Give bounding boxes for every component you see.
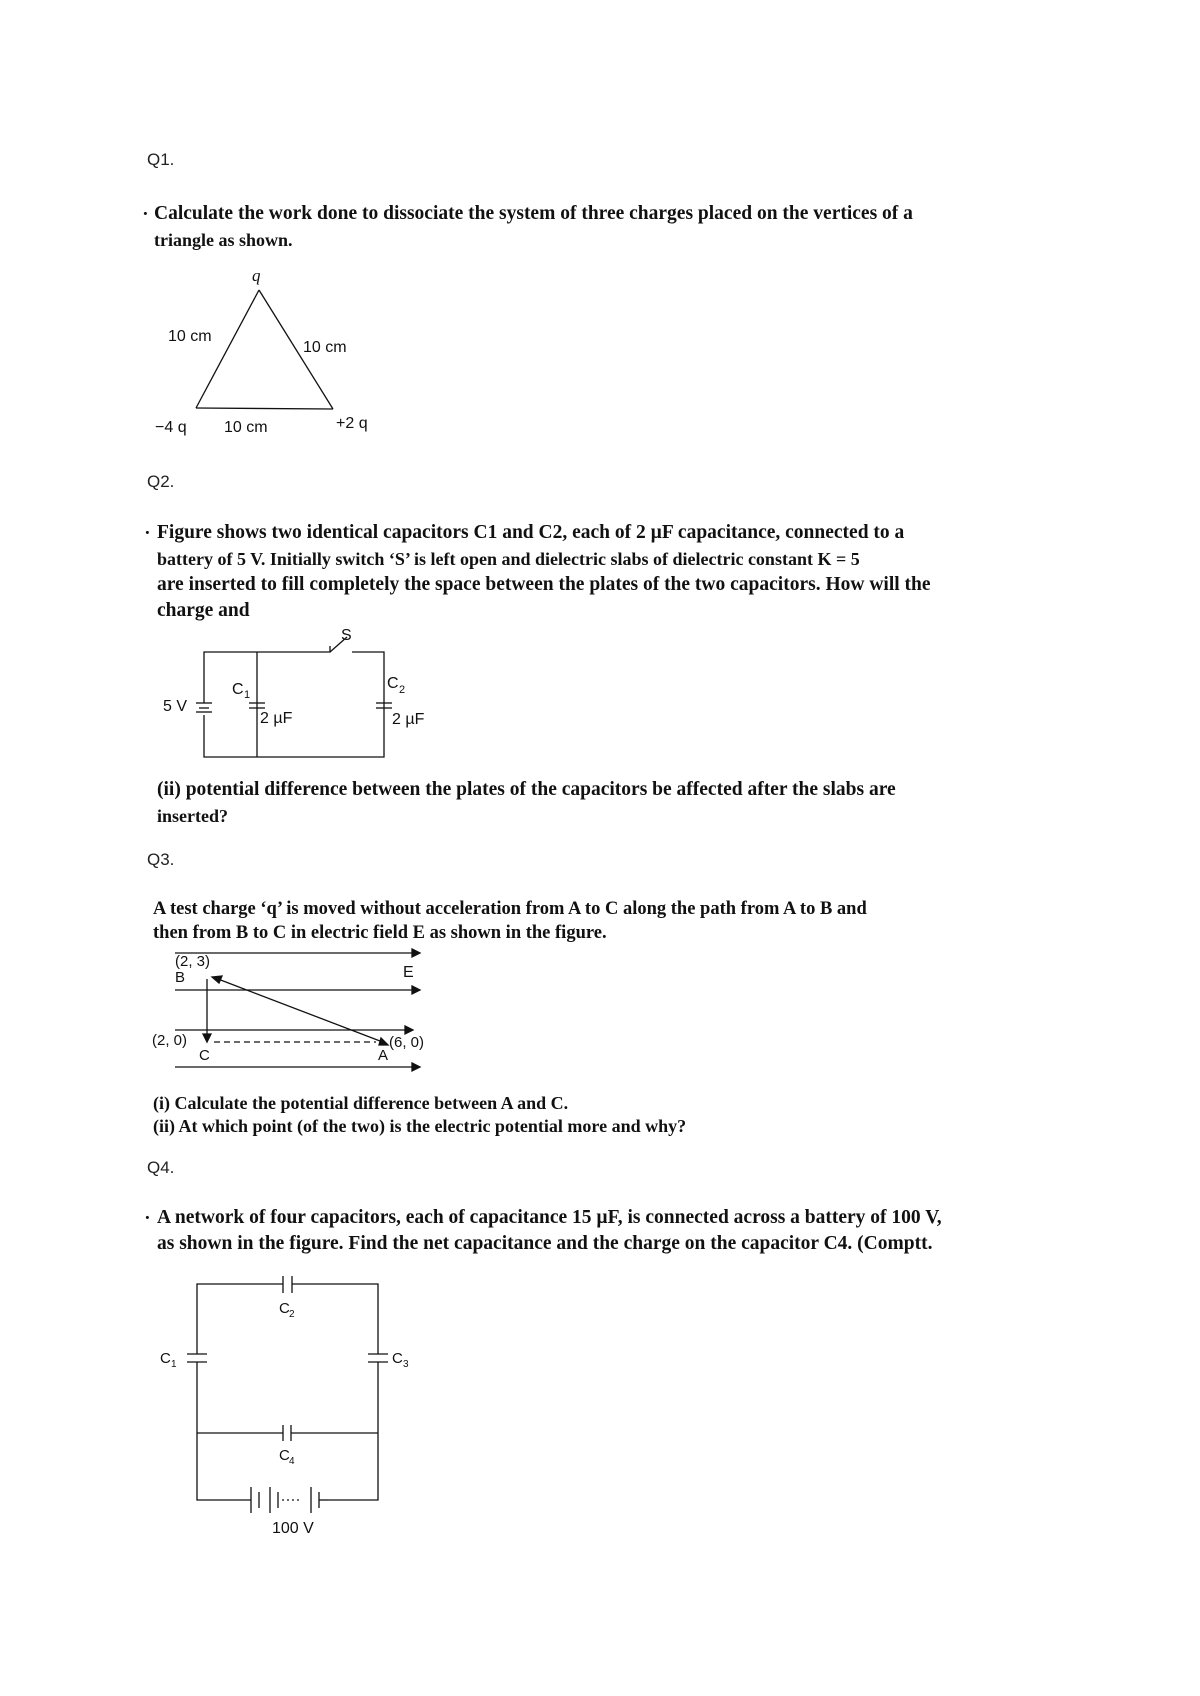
bullet-dot: . [143, 199, 148, 220]
q4-c1-label: C [160, 1350, 171, 1367]
q4-c2-label: C [279, 1300, 290, 1317]
question-2-label: Q2. [147, 472, 175, 491]
left-side-label: 10 cm [168, 328, 212, 345]
question-4-line-2: as shown in the figure. Find the net capacitance and the charge on the capacitor C4. (Comptt. [157, 1233, 933, 1254]
question-4-label: Q4. [147, 1158, 175, 1177]
q4-c4-subscript: 4 [289, 1456, 295, 1467]
question-4-line-1: A network of four capacitors, each of capacitance 15 µF, is connected across a battery of 100 V, [157, 1207, 942, 1228]
wire-top-left [197, 1284, 283, 1354]
arrowhead-down-c [203, 1034, 211, 1042]
battery-label: 5 V [163, 698, 188, 715]
wire-left-top [204, 646, 330, 703]
c2-value: 2 µF [392, 711, 425, 728]
question-1-line-2: triangle as shown. [154, 230, 293, 250]
top-charge-label: q [252, 266, 261, 285]
bullet-dot: . [145, 518, 150, 539]
question-2-part-ii-line-2: inserted? [157, 806, 228, 826]
q2-circuit [196, 637, 392, 757]
q4-c3-subscript: 3 [403, 1359, 409, 1370]
right-charge-label: +2 q [336, 415, 368, 432]
wire-right [204, 652, 384, 757]
field-arrowhead-1 [412, 949, 420, 957]
question-2-line-1: Figure shows two identical capacitors C1 and C2, each of 2 µF capacitance, connected to a [157, 522, 905, 543]
wire-left-lower [197, 1362, 251, 1500]
c-coord-label: (2, 0) [152, 1032, 188, 1049]
arrowhead-a [379, 1038, 388, 1045]
right-side-label: 10 cm [303, 339, 347, 356]
c1-label: C [232, 681, 244, 698]
field-arrowhead-3 [405, 1026, 413, 1034]
switch-label: S [341, 627, 352, 644]
question-1-line-1: Calculate the work done to dissociate the system of three charges placed on the vertices of a [154, 203, 913, 224]
c1-subscript: 1 [244, 689, 251, 701]
bullet-dot: . [145, 1203, 150, 1224]
question-2-part-ii-line-1: (ii) potential difference between the plates of the capacitors be affected after the slabs are [157, 779, 896, 800]
field-arrowhead-4 [412, 1063, 420, 1071]
b-point-label: B [175, 969, 186, 986]
question-2-line-4: charge and [157, 600, 250, 621]
triangle-base [196, 408, 333, 409]
left-charge-label: −4 q [155, 419, 187, 436]
c-point-label: C [199, 1047, 210, 1064]
b-coord-label: (2, 3) [175, 953, 211, 970]
field-label: E [403, 964, 414, 981]
c1-value: 2 µF [260, 710, 293, 727]
q4-c3-label: C [392, 1350, 403, 1367]
arrowhead-b [212, 976, 222, 983]
question-3-label: Q3. [147, 850, 175, 869]
a-coord-label: (6, 0) [389, 1034, 425, 1051]
c2-label: C [387, 675, 399, 692]
question-3-line-1: A test charge ‘q’ is moved without acceleration from A to C along the path from A to B and [153, 899, 867, 919]
question-1-label: Q1. [147, 150, 175, 169]
question-3-part-ii: (ii) At which point (of the two) is the electric potential more and why? [153, 1116, 687, 1136]
question-3-part-i: (i) Calculate the potential difference between A and C. [153, 1093, 569, 1113]
question-3-line-2: then from B to C in electric field E as shown in the figure. [153, 923, 607, 943]
wire-right-lower [328, 1362, 378, 1500]
bottom-side-label: 10 cm [224, 419, 268, 436]
q4-c2-subscript: 2 [289, 1309, 295, 1320]
q4-c1-subscript: 1 [171, 1359, 177, 1370]
question-2-line-3: are inserted to fill completely the space between the plates of the two capacitors. How will the [157, 574, 931, 595]
question-2-line-2: battery of 5 V. Initially switch ‘S’ is left open and dielectric slabs of dielectric constant K = 5 [157, 549, 860, 569]
triangle-left-side [196, 290, 259, 408]
q4-battery-label: 100 V [272, 1520, 314, 1537]
field-arrowhead-2 [412, 986, 420, 994]
c2-subscript: 2 [399, 684, 406, 696]
q4-c4-label: C [279, 1447, 290, 1464]
a-point-label: A [378, 1047, 389, 1064]
wire-top-right [292, 1284, 378, 1354]
path-a-to-b [218, 979, 380, 1041]
